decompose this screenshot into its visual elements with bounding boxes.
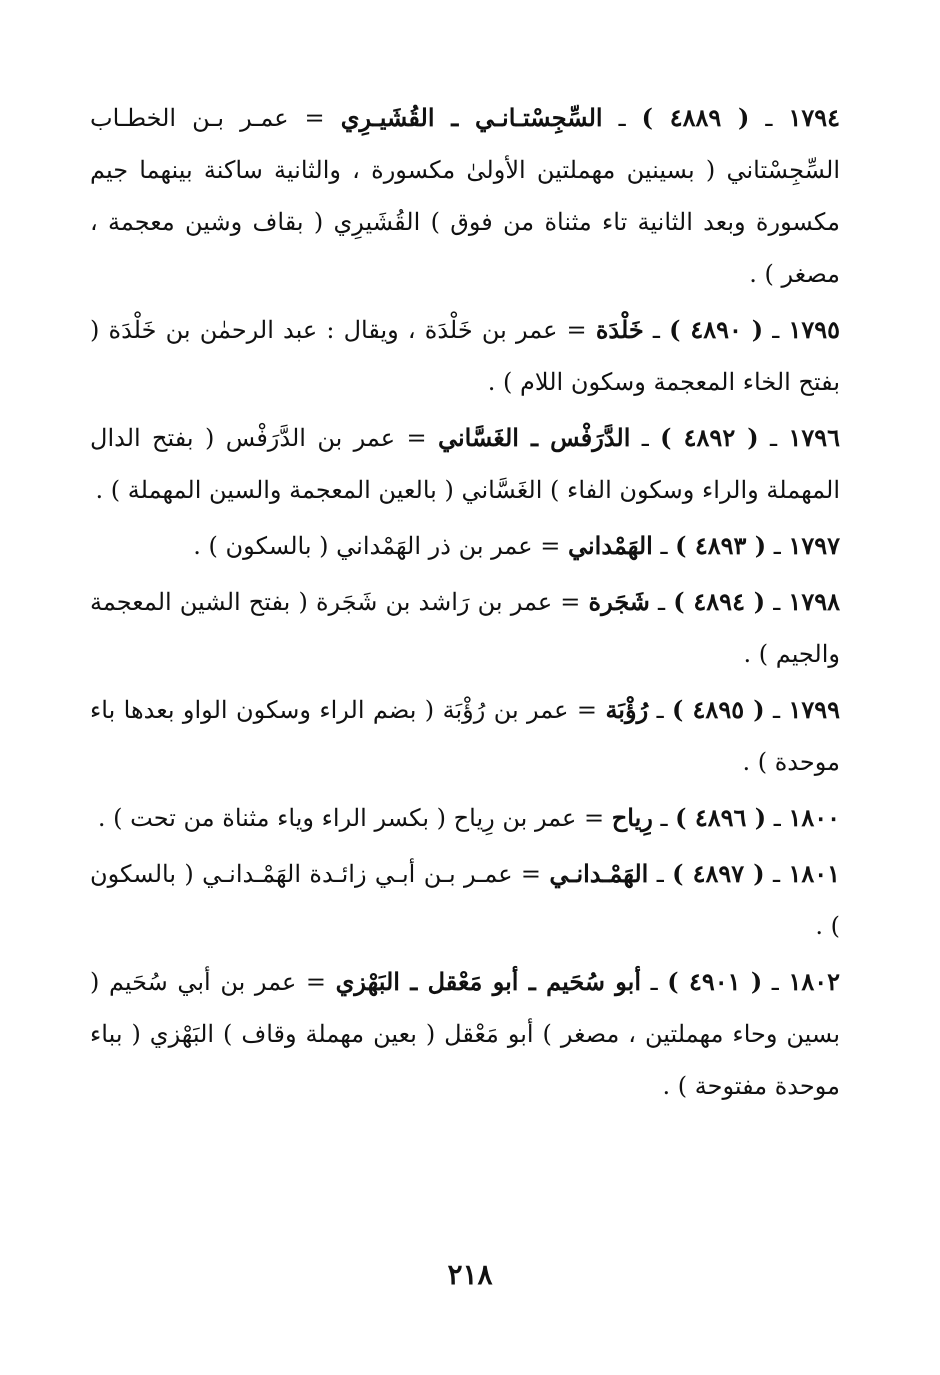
- entry-text: = عمر بن رِياح ( بكسر الراء وياء مثناة من تحت ) .: [97, 804, 605, 832]
- entry-text: = عمـر بـن الخطـاب السِّجِسْتاني ( بسينين مهملتين الأولىٰ مكسورة ، والثانية ساكنة بينهما جيم مكسورة وبعد الثانية تاء مثناة من فوق ) القُشَيرِي ( بقاف وشين معجمة ، مصغر ) .: [90, 104, 841, 288]
- entry-number: ١٨٠١: [788, 859, 840, 888]
- entry: ١٧٩٦ ـ ( ٤٨٩٢ ) ـ الدَّرَفْس ـ الغَسَّاني = عمر بن الدَّرَفْس ( بفتح الدال المهملة والراء وسكون الفاء ) الغَسَّاني ( بالعين المعجمة والسين المهملة ) .: [90, 423, 841, 504]
- entry-headword: أبو سُحَيم ـ أبو مَعْقل ـ البَهْزي: [335, 967, 642, 996]
- entry-reference: ( ٤٨٩٣ ): [675, 531, 767, 560]
- entry-reference: ( ٤٨٩٥ ): [672, 695, 765, 724]
- entry: ١٨٠٠ ـ ( ٤٨٩٦ ) ـ رِياح = عمر بن رِياح ( بكسر الراء وياء مثناة من تحت ) .: [97, 803, 840, 832]
- entry-headword: الهَمْداني: [567, 531, 653, 560]
- entries-list: [90, 92, 840, 1116]
- entry-reference: ( ٤٩٠١ ): [667, 967, 763, 996]
- entry: ١٧٩٤ ـ ( ٤٨٨٩ ) ـ السِّجِسْتـانـي ـ القُشَيـرِي = عمـر بـن الخطـاب السِّجِسْتاني ( بسينين مهملتين الأولىٰ مكسورة ، والثانية ساكنة بينهما جيم مكسورة وبعد الثانية تاء مثناة من فوق ) القُشَيرِي ( بقاف وشين معجمة ، مصغر ) .: [90, 103, 841, 288]
- entry-headword: خَلْدَة: [595, 315, 644, 344]
- entry-number: ١٨٠٢: [788, 967, 840, 996]
- entry-headword: السِّجِسْتـانـي ـ القُشَيـرِي: [340, 103, 603, 132]
- entry-reference: ( ٤٨٩٧ ): [672, 859, 765, 888]
- entry-headword: الهَمْـدانـي: [549, 859, 649, 888]
- entry: ١٧٩٩ ـ ( ٤٨٩٥ ) ـ رُؤْبَة = عمر بن رُؤْبَة ( بضم الراء وسكون الواو بعدها باء موحدة ) .: [90, 695, 841, 776]
- entry: ١٨٠١ ـ ( ٤٨٩٧ ) ـ الهَمْـدانـي = عمـر بـن أبـي زائـدة الهَمْـدانـي ( بالسكون ) .: [90, 859, 840, 940]
- entry-number: ١٧٩٩: [788, 695, 841, 724]
- entry-number: ١٧٩٨: [788, 587, 840, 616]
- entry-text: = عمر بن ذر الهَمْداني ( بالسكون ) .: [193, 532, 561, 560]
- entry-text: = عمر بن خَلْدَة ، ويقال : عبد الرحمٰن بن خَلْدَة ( بفتح الخاء المعجمة وسكون اللام ) .: [90, 316, 840, 396]
- entry-headword: رُؤْبَة: [605, 695, 649, 724]
- entry-number: ١٧٩٤: [788, 103, 841, 132]
- entry: ١٨٠٢ ـ ( ٤٩٠١ ) ـ أبو سُحَيم ـ أبو مَعْقل ـ البَهْزي = عمر بن أبي سُحَيم ( بسين وحاء مهملتين ، مصغر ) أبو مَعْقل ( بعين مهملة وقاف ) البَهْزي ( بباء موحدة مفتوحة ) .: [90, 967, 840, 1100]
- entry-text: = عمـر بـن أبـي زائـدة الهَمْـدانـي ( بالسكون ) .: [90, 860, 840, 940]
- entry-reference: ( ٤٨٩٢ ): [660, 423, 759, 452]
- entry-text: = عمر بن الدَّرَفْس ( بفتح الدال المهملة والراء وسكون الفاء ) الغَسَّاني ( بالعين المعجمة والسين المهملة ) .: [90, 424, 840, 504]
- entry: ١٧٩٨ ـ ( ٤٨٩٤ ) ـ شَجَرة = عمر بن رَاشد بن شَجَرة ( بفتح الشين المعجمة والجيم ) .: [90, 587, 840, 668]
- entry: ١٧٩٧ ـ ( ٤٨٩٣ ) ـ الهَمْداني = عمر بن ذر الهَمْداني ( بالسكون ) .: [193, 531, 840, 560]
- entry: ١٧٩٥ ـ ( ٤٨٩٠ ) ـ خَلْدَة = عمر بن خَلْدَة ، ويقال : عبد الرحمٰن بن خَلْدَة ( بفتح الخاء المعجمة وسكون اللام ) .: [90, 315, 841, 396]
- entry-headword: الدَّرَفْس ـ الغَسَّاني: [437, 423, 631, 452]
- entry-headword: رِياح: [611, 803, 653, 832]
- entry-reference: ( ٤٨٩٤ ): [673, 587, 766, 616]
- entry-number: ١٧٩٧: [788, 531, 840, 560]
- entry-text: = عمر بن رَاشد بن شَجَرة ( بفتح الشين المعجمة والجيم ) .: [90, 588, 840, 668]
- entry-reference: ( ٤٨٩٠ ): [669, 315, 764, 344]
- entry-number: ١٨٠٠: [788, 803, 840, 832]
- page-number: ٢١٨: [447, 1258, 493, 1291]
- entry-number: ١٧٩٥: [788, 315, 841, 344]
- entry-reference: ( ٤٨٩٦ ): [675, 803, 767, 832]
- entry-text: = عمر بن أبي سُحَيم ( بسين وحاء مهملتين ، مصغر ) أبو مَعْقل ( بعين مهملة وقاف ) البَهْزي ( بباء موحدة مفتوحة ) .: [90, 968, 840, 1100]
- entry-text: = عمر بن رُؤْبَة ( بضم الراء وسكون الواو بعدها باء موحدة ) .: [90, 696, 840, 776]
- entry-headword: شَجَرة: [588, 587, 650, 616]
- entry-number: ١٧٩٦: [788, 423, 841, 452]
- entry-reference: ( ٤٨٨٩ ): [641, 103, 750, 132]
